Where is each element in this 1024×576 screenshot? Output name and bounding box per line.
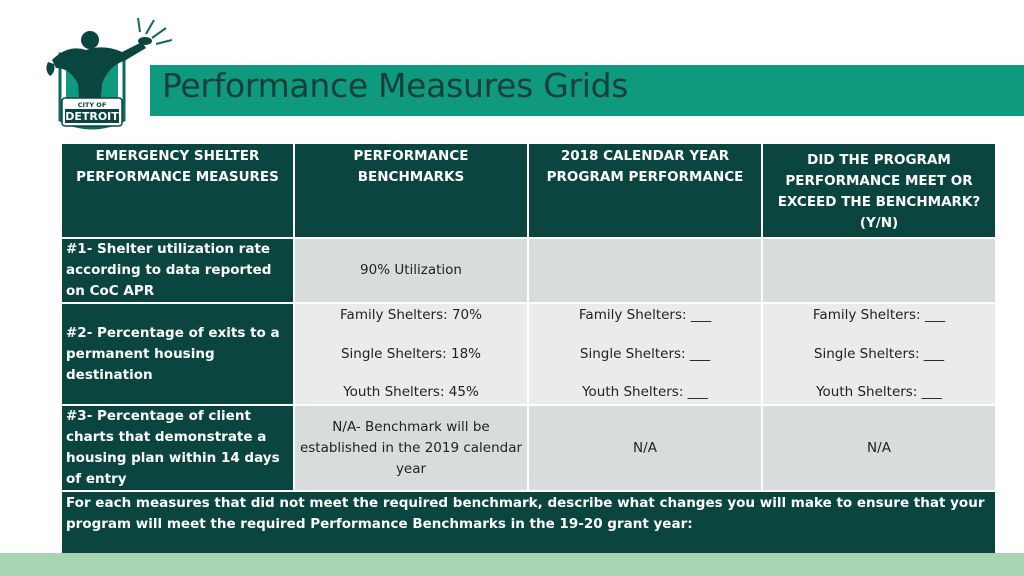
measure-1-label: #1- Shelter utilization rate according to data reported on CoC APR: [61, 238, 294, 303]
footer-row: [61, 491, 996, 557]
met-family-field[interactable]: Family Shelters: ___: [812, 307, 946, 323]
measure-3-performance: N/A: [528, 405, 762, 491]
city-of-detroit-logo: [42, 14, 172, 136]
performance-youth-field[interactable]: Youth Shelters: ___: [582, 384, 708, 400]
measure-2-met: [762, 303, 996, 405]
table-row: [61, 303, 996, 405]
measure-2-label: #2- Percentage of exits to a permanent housing destination: [61, 303, 294, 405]
page-title: Performance Measures Grids: [162, 66, 629, 105]
benchmark-family: Family Shelters: 70%: [340, 307, 482, 323]
measure-1-performance-cell[interactable]: [528, 238, 762, 303]
measure-3-label: #3- Percentage of client charts that demonstrate a housing plan within 14 days of entry: [61, 405, 294, 491]
header-benchmark-met: DID THE PROGRAM PERFORMANCE MEET OR EXCEED THE BENCHMARK? (Y/N): [762, 143, 996, 238]
performance-family-field[interactable]: Family Shelters: ___: [578, 307, 712, 323]
logo-text-city-of: CITY OF: [77, 101, 107, 109]
header-2018-performance: 2018 CALENDAR YEAR PROGRAM PERFORMANCE: [528, 143, 762, 238]
measure-1-met-cell[interactable]: [762, 238, 996, 303]
performance-single-field[interactable]: Single Shelters: ___: [579, 345, 711, 362]
footer-band: [0, 553, 1024, 576]
logo-text-detroit: DETROIT: [65, 110, 119, 123]
measure-1-benchmark: 90% Utilization: [294, 238, 528, 303]
met-single-field[interactable]: Single Shelters: ___: [813, 345, 945, 362]
measure-2-benchmarks: [294, 303, 528, 405]
header-measures: EMERGENCY SHELTER PERFORMANCE MEASURES: [61, 143, 294, 238]
header-benchmarks: PERFORMANCE BENCHMARKS: [294, 143, 528, 238]
header-row: [61, 143, 996, 238]
benchmark-single: Single Shelters: 18%: [340, 345, 481, 362]
measure-3-benchmark: N/A- Benchmark will be established in the 2019 calendar year: [294, 405, 528, 491]
changes-instructions[interactable]: For each measures that did not meet the required benchmark, describe what changes you will make to ensure that your program will meet the required Performance Benchmarks in the 19-20 grant year:: [61, 491, 996, 557]
measure-3-met: N/A: [762, 405, 996, 491]
table-row: [61, 405, 996, 491]
table-row: [61, 238, 996, 303]
benchmark-youth: Youth Shelters: 45%: [343, 384, 479, 400]
performance-grid: [60, 142, 997, 558]
measure-2-performance: [528, 303, 762, 405]
met-youth-field[interactable]: Youth Shelters: ___: [816, 384, 942, 400]
